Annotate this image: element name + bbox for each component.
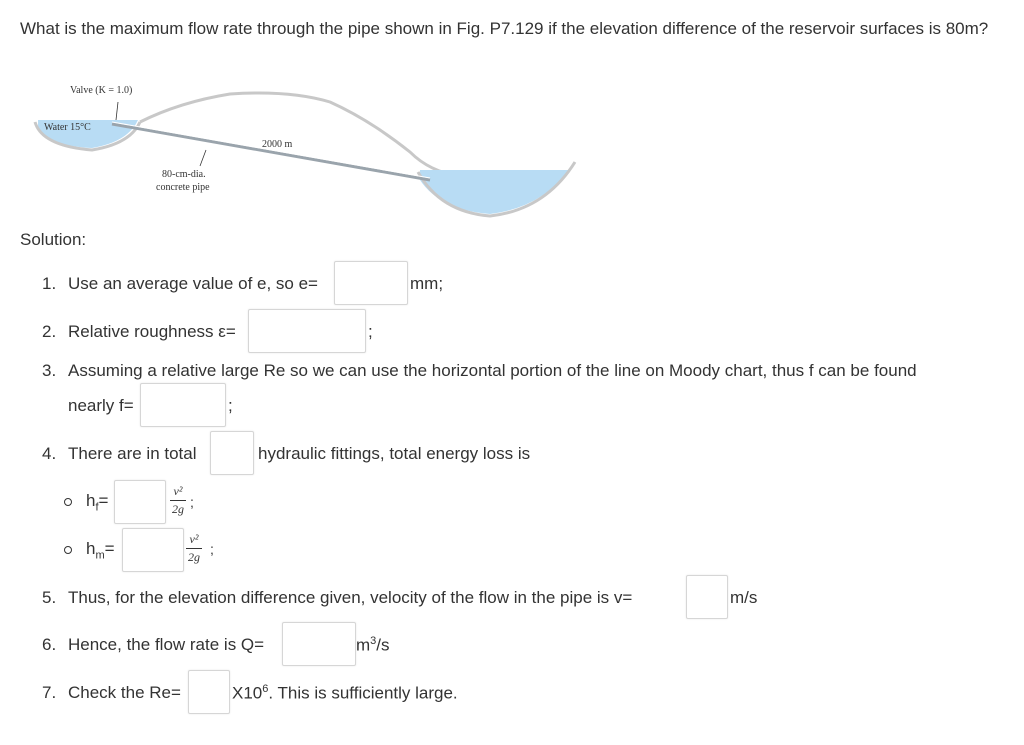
solution-label: Solution: [20,230,87,249]
step-4-tail: hydraulic fittings, total energy loss is [258,444,531,463]
relative-roughness-input[interactable] [248,309,366,353]
bullet [64,546,72,554]
step-6: 6. Hence, the flow rate is Q= [42,635,265,654]
hf-fraction: v² 2g [172,484,184,516]
hm-fraction: v² 2g [188,532,200,564]
bullet [64,498,72,506]
hm-label: $h_m=$ [86,539,115,562]
hill-profile [140,93,460,176]
hm-input[interactable] [122,528,184,572]
step-4: 4. There are in total [42,444,197,463]
fittings-count-input[interactable] [210,431,254,475]
step-2-tail: ; [368,322,373,341]
step-3: 3. Assuming a relative large Re so we can use the horizontal portion of the line on Moody chart, thus f can be found [42,361,917,380]
pipe-material-label: concrete pipe [156,182,210,193]
step-1: 1. Use an average value of e, so e= [42,274,318,293]
step-1-unit: mm; [410,274,444,293]
hf-input[interactable] [114,480,166,524]
step-2: 2. Relative roughness ε= [42,322,236,341]
step-7: 7. Check the Re= [42,683,181,702]
e-input[interactable] [334,261,408,305]
step-3-nearly: nearly f= [68,396,134,415]
length-label: 2000 m [262,139,293,150]
valve-label: Valve (K = 1.0) [70,85,133,96]
question-text: What is the maximum flow rate through the pipe shown in Fig. P7.129 if the elevation difference of the reservoir surfaces is 80m? [20,19,989,38]
step-6-unit: $m^3/s$ [356,635,390,655]
water-label: Water 15°C [44,122,91,133]
hm-sep: ; [210,541,214,557]
f-input[interactable] [140,383,226,427]
velocity-input[interactable] [686,575,728,619]
step-5-unit: m/s [730,588,758,607]
re-input[interactable] [188,670,230,714]
flow-rate-input[interactable] [282,622,356,666]
hf-label: $h_f=$ [86,491,109,514]
step-5: 5. Thus, for the elevation difference given, velocity of the flow in the pipe is v= [42,588,633,607]
step-3-tail: ; [228,396,233,415]
pipe-dia-label: 80-cm-dia. [162,169,206,180]
hf-sep: ; [190,494,194,510]
step-7-tail: $X10^6$. This is sufficiently large. [232,683,458,703]
pipe-figure [30,80,590,225]
